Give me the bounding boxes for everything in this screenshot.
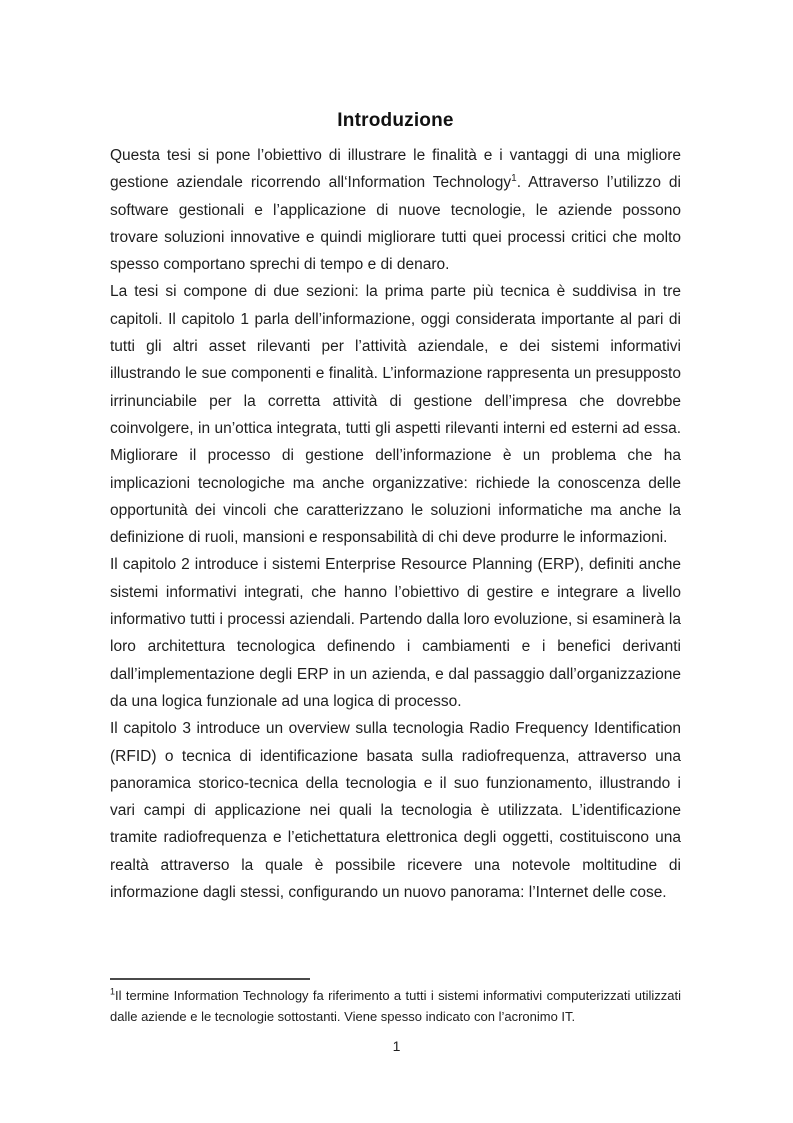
page-content bbox=[110, 110, 681, 906]
paragraph-chapter-3: Il capitolo 3 introduce un overview sulla tecnologia Radio Frequency Identification (RFID) o tecnica di identificazione basata sulla radiofrequenza, attraverso una panoramica storico-tecnica della tecnologia e il suo funzionamento, illustrando i vari campi di applicazione nei quali la tecnologia è utilizzata. L’identificazione tramite radiofrequenza e l’etichettatura elettronica degli oggetti, costituiscono una realtà attraverso la quale è possibile ricevere una notevole moltitudine di informazione dagli stessi, configurando un nuovo panorama: l’Internet delle cose. bbox=[110, 720, 681, 902]
paragraph-intro-text-before-ref: Questa tesi si pone l’obiettivo di illustrare le finalità e i vantaggi di una migliore gestione aziendale ricorrendo all‘Information Technology bbox=[110, 147, 681, 192]
footnote-marker-superscript: 1 bbox=[110, 986, 116, 997]
page-title: Introduzione bbox=[337, 110, 454, 131]
paragraph-intro-text-after-ref: . Attraverso l’utilizzo di software gestionali e l’applicazione di nuove tecnologie, le aziende possono trovare soluzioni innovative e quindi migliorare tutti quei processi critici che molto spesso comportano sprechi di tempo e di denaro. bbox=[110, 174, 681, 274]
footnote-text: Il termine Information Technology fa riferimento a tutti i sistemi informativi computerizzati utilizzati dalle aziende e le tecnologie sottostanti. Viene spesso indicato con l’acronimo IT. bbox=[110, 988, 681, 1024]
paragraph-chapter-1: La tesi si compone di due sezioni: la prima parte più tecnica è suddivisa in tre capitoli. Il capitolo 1 parla dell’informazione, oggi considerata importante al pari di tutti gli altri asset rilevanti per l’attività aziendale, e dei sistemi informativi illustrando le sue componenti e finalità. L’informazione rappresenta un presupposto irrinunciabile per la corretta attività di gestione dell’impresa che dovrebbe coinvolgere, in un’ottica integrata, tutti gli aspetti rilevanti interni ed esterni ad essa. Migliorare il processo di gestione dell’informazione è un problema che ha implicazioni tecnologiche ma anche organizzative: richiede la conoscenza delle opportunità dei vincoli che caratterizzano le soluzioni informatiche ma anche la definizione di ruoli, mansioni e responsabilità di chi deve produrre le informazioni. bbox=[110, 283, 681, 547]
footnote-divider bbox=[110, 978, 310, 980]
footnote bbox=[110, 986, 681, 1027]
paragraph-intro bbox=[110, 142, 681, 278]
page-number: 1 bbox=[392, 1038, 401, 1054]
paragraph-chapter-2: Il capitolo 2 introduce i sistemi Enterprise Resource Planning (ERP), definiti anche sistemi informativi integrati, che hanno l’obiettivo di gestire e integrare a livello informativo tutti i processi aziendali. Partendo dalla loro evoluzione, si esaminerà la loro architettura tecnologica definendo i cambiamenti e i benefici derivanti dall’implementazione degli ERP in un azienda, e dal passaggio dall’organizzazione da una logica funzionale ad una logica di processo. bbox=[110, 556, 681, 710]
footnote-reference-superscript: 1 bbox=[511, 173, 517, 185]
footnote-section bbox=[110, 978, 681, 1027]
